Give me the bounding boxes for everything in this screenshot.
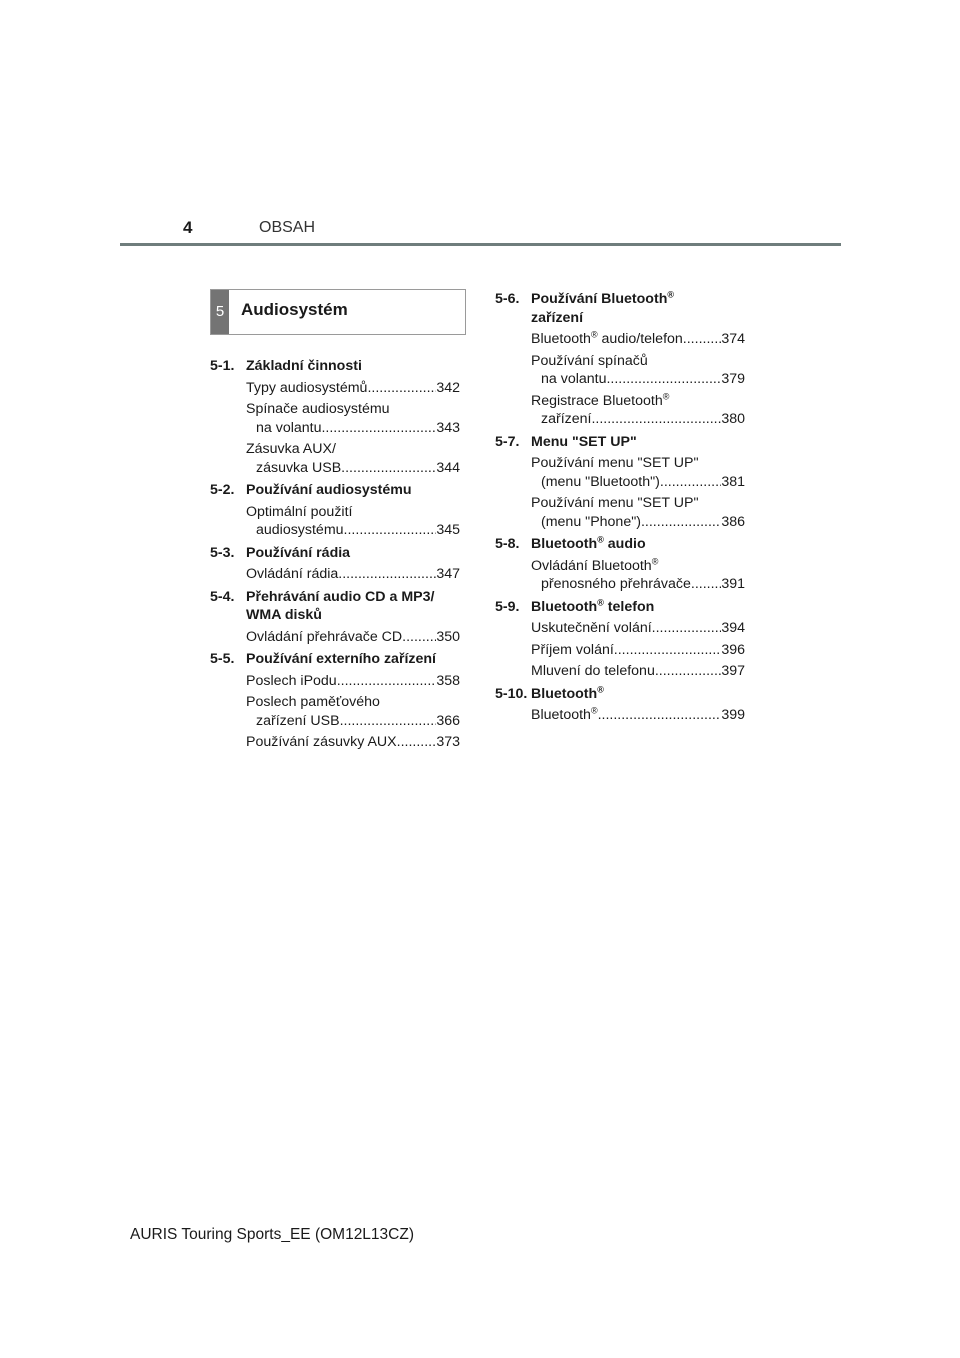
entry-label: zásuvka USB bbox=[256, 459, 342, 476]
registered-mark: ® bbox=[662, 390, 670, 401]
entry-label: Ovládání přehrávače CD bbox=[246, 628, 403, 645]
entry-label bbox=[531, 392, 745, 411]
toc-entry[interactable] bbox=[495, 619, 745, 638]
dot-leader bbox=[340, 712, 437, 731]
dot-leader bbox=[402, 628, 436, 647]
header-title: OBSAH bbox=[259, 219, 316, 236]
entry-label: Používání spínačů bbox=[531, 352, 648, 369]
registered-mark: ® bbox=[667, 289, 674, 300]
chapter-5-10[interactable] bbox=[495, 685, 745, 704]
entry-label-text: Registrace Bluetooth bbox=[531, 392, 663, 409]
toc-entry[interactable] bbox=[210, 400, 460, 437]
entry-page: 350 bbox=[436, 628, 460, 645]
entry-label: Poslech paměťového bbox=[246, 694, 380, 710]
chapter-title-text: zařízení bbox=[531, 309, 584, 326]
chapter-title: Přehrávání audio CD a MP3/ WMA disků bbox=[246, 588, 435, 623]
chapter-title bbox=[531, 535, 646, 554]
registered-mark: ® bbox=[590, 705, 598, 716]
entry-label: zařízení bbox=[541, 411, 592, 427]
dot-leader bbox=[606, 370, 721, 389]
entry-label: zařízení USB bbox=[256, 712, 340, 729]
toc-entry[interactable] bbox=[495, 330, 745, 349]
dot-leader bbox=[397, 733, 437, 752]
entry-page: 396 bbox=[721, 641, 745, 658]
dot-leader bbox=[344, 521, 437, 540]
entry-page: 381 bbox=[721, 473, 745, 490]
entry-page: 344 bbox=[436, 459, 460, 476]
dot-leader bbox=[641, 513, 721, 532]
dot-leader bbox=[660, 473, 721, 492]
entry-label: přenosného přehrávače bbox=[541, 576, 691, 592]
registered-mark: ® bbox=[590, 329, 598, 340]
entry-label-text: Bluetooth bbox=[531, 707, 591, 723]
entry-page: 391 bbox=[721, 576, 745, 592]
chapter-5-9[interactable] bbox=[495, 598, 745, 617]
section-number: 5 bbox=[211, 290, 229, 334]
toc-entry[interactable] bbox=[210, 379, 460, 398]
toc-entry[interactable] bbox=[210, 628, 460, 647]
toc-entry[interactable] bbox=[495, 557, 745, 594]
chapter-title: Základní činnosti bbox=[246, 358, 362, 374]
chapter-5-5[interactable] bbox=[210, 650, 460, 669]
entry-label: na volantu bbox=[256, 419, 322, 436]
entry-label: Zásuvka AUX/ bbox=[246, 441, 336, 457]
toc-right-column bbox=[495, 286, 745, 725]
dot-leader bbox=[321, 419, 436, 438]
dot-leader bbox=[591, 410, 721, 429]
toc-entry[interactable] bbox=[495, 662, 745, 681]
entry-page: 342 bbox=[436, 379, 460, 396]
entry-label: Poslech iPodu bbox=[246, 672, 337, 689]
page-header bbox=[0, 0, 960, 275]
chapter-title: Menu "SET UP" bbox=[531, 433, 637, 450]
chapter-number: 5-7. bbox=[495, 433, 520, 450]
chapter-title: Používání externího zařízení bbox=[246, 651, 437, 667]
entry-label-text: Bluetooth bbox=[531, 331, 591, 347]
dot-leader bbox=[598, 706, 722, 725]
entry-label: Optimální použití bbox=[246, 503, 353, 520]
entry-page: 379 bbox=[721, 371, 745, 387]
entry-label: Příjem volání bbox=[531, 641, 614, 658]
chapter-number: 5-1. bbox=[210, 358, 235, 374]
dot-leader bbox=[341, 459, 436, 478]
chapter-title-text: telefon bbox=[603, 598, 655, 615]
entry-label: audiosystému bbox=[256, 522, 344, 538]
entry-page: 345 bbox=[436, 522, 460, 538]
chapter-5-3[interactable] bbox=[210, 544, 460, 563]
entry-label: (menu "Bluetooth") bbox=[541, 473, 660, 490]
dot-leader bbox=[367, 379, 436, 398]
dot-leader bbox=[652, 619, 722, 638]
entry-label: Ovládání rádia bbox=[246, 566, 339, 582]
page-footer: AURIS Touring Sports_EE (OM12L13CZ) bbox=[130, 1226, 414, 1243]
entry-page: 386 bbox=[721, 513, 745, 530]
chapter-title-text: audio bbox=[603, 536, 646, 552]
dot-leader bbox=[691, 575, 721, 594]
registered-mark: ® bbox=[597, 596, 604, 607]
chapter-title: Používání audiosystému bbox=[246, 482, 412, 498]
toc-entry[interactable] bbox=[495, 494, 745, 531]
entry-label: Mluvení do telefonu bbox=[531, 663, 655, 679]
entry-page: 366 bbox=[436, 712, 460, 729]
toc-entry[interactable] bbox=[210, 733, 460, 752]
entry-label: Uskutečnění volání bbox=[531, 620, 652, 636]
toc-entry[interactable] bbox=[210, 672, 460, 691]
toc-entry[interactable] bbox=[210, 693, 460, 730]
chapter-title bbox=[531, 685, 604, 704]
entry-page: 374 bbox=[721, 331, 745, 347]
chapter-title-text: Bluetooth bbox=[531, 598, 598, 615]
entry-label: (menu "Phone") bbox=[541, 513, 641, 530]
chapter-number: 5-6. bbox=[495, 291, 520, 307]
toc-entry[interactable] bbox=[495, 706, 745, 725]
chapter-number: 5-10. bbox=[495, 685, 528, 702]
chapter-number: 5-4. bbox=[210, 588, 235, 605]
entry-label-text: audio/telefon bbox=[597, 331, 683, 347]
chapter-number: 5-8. bbox=[495, 536, 520, 552]
entry-label: Typy audiosystémů bbox=[246, 379, 368, 396]
section-heading bbox=[210, 289, 466, 335]
chapter-5-1[interactable] bbox=[210, 357, 460, 376]
registered-mark: ® bbox=[651, 555, 659, 566]
entry-page: 347 bbox=[436, 566, 460, 582]
section-title: Audiosystém bbox=[241, 300, 348, 319]
toc-entry[interactable] bbox=[495, 454, 745, 491]
dot-leader bbox=[614, 641, 722, 660]
entry-page: 399 bbox=[721, 707, 745, 723]
chapter-number: 5-3. bbox=[210, 544, 235, 561]
entry-page: 380 bbox=[721, 411, 745, 427]
dot-leader bbox=[338, 565, 436, 584]
chapter-number: 5-9. bbox=[495, 598, 520, 615]
toc-left-column bbox=[210, 353, 460, 752]
registered-mark: ® bbox=[597, 534, 604, 545]
dot-leader bbox=[655, 662, 721, 681]
entry-label: Používání menu "SET UP" bbox=[531, 495, 699, 511]
toc-entry[interactable] bbox=[495, 392, 745, 429]
chapter-number: 5-2. bbox=[210, 482, 235, 498]
entry-label: na volantu bbox=[541, 371, 607, 387]
toc-entry[interactable] bbox=[495, 352, 745, 389]
chapter-title: Používání rádia bbox=[246, 544, 351, 561]
toc-entry[interactable] bbox=[210, 565, 460, 584]
entry-page: 358 bbox=[436, 672, 460, 689]
chapter-title bbox=[531, 598, 654, 617]
toc-entry[interactable] bbox=[210, 503, 460, 540]
entry-page: 397 bbox=[721, 663, 745, 679]
entry-label: Používání zásuvky AUX bbox=[246, 734, 397, 750]
chapter-title-text: Používání Bluetooth bbox=[531, 291, 668, 307]
chapter-number: 5-5. bbox=[210, 651, 235, 667]
dot-leader bbox=[337, 672, 437, 691]
chapter-title-text: Bluetooth bbox=[531, 685, 598, 702]
entry-label bbox=[531, 706, 598, 725]
page-number: 4 bbox=[183, 218, 193, 237]
entry-page: 394 bbox=[721, 620, 745, 636]
entry-label bbox=[531, 330, 683, 349]
entry-label-text: Ovládání Bluetooth bbox=[531, 557, 652, 574]
chapter-5-2[interactable] bbox=[210, 481, 460, 500]
entry-label bbox=[531, 557, 745, 576]
chapter-5-7[interactable] bbox=[495, 433, 745, 452]
registered-mark: ® bbox=[597, 683, 604, 694]
toc-entry[interactable] bbox=[210, 440, 460, 477]
chapter-5-6[interactable] bbox=[495, 290, 745, 327]
chapter-5-8[interactable] bbox=[495, 535, 745, 554]
entry-page: 343 bbox=[436, 419, 460, 436]
toc-entry[interactable] bbox=[495, 641, 745, 660]
entry-label: Používání menu "SET UP" bbox=[531, 455, 699, 471]
chapter-5-4[interactable] bbox=[210, 588, 460, 625]
chapter-title-text: Bluetooth bbox=[531, 536, 598, 552]
header-divider bbox=[120, 243, 841, 246]
entry-page: 373 bbox=[436, 734, 460, 750]
dot-leader bbox=[683, 330, 722, 349]
entry-label: Spínače audiosystému bbox=[246, 401, 390, 417]
chapter-title bbox=[531, 290, 736, 327]
